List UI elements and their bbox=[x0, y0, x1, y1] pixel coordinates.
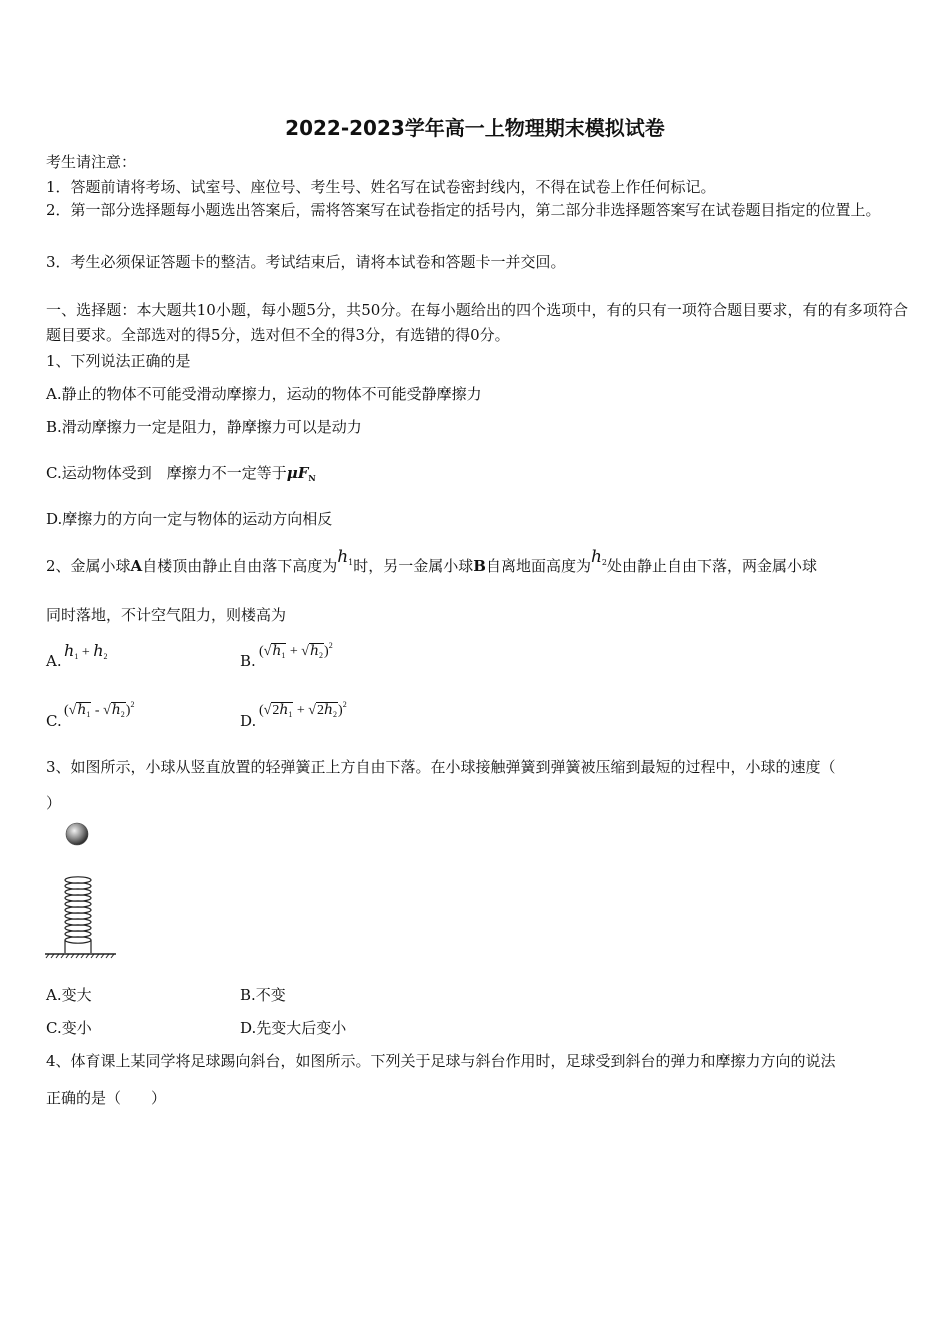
q2-ball-a: A bbox=[130, 557, 143, 575]
ground-icon bbox=[45, 954, 116, 958]
q2-stem-part3: 时，另一金属小球 bbox=[353, 557, 474, 575]
q2-option-a-formula: $h_1 + h_2$ bbox=[64, 641, 108, 661]
q3-stem: 3、如图所示，小球从竖直放置的轻弹簧正上方自由下落。在小球接触弹簧到弹簧被压缩到最短的过程中，小球的速度（ bbox=[46, 758, 836, 776]
q4-stem-line2: 正确的是（ ） bbox=[46, 1089, 167, 1107]
notice-item-2: 2．第一部分选择题每小题选出答案后，需将答案写在试卷指定的括号内，第二部分非选择题答案写在试卷题目指定的位置上。 bbox=[46, 201, 881, 219]
q1-option-a: A.静止的物体不可能受滑动摩擦力，运动的物体不可能受静摩擦力 bbox=[46, 385, 482, 403]
q1-option-b: B.滑动摩擦力一定是阻力，静摩擦力可以是动力 bbox=[46, 418, 362, 436]
q1-option-d: D.摩擦力的方向一定与物体的运动方向相反 bbox=[46, 510, 333, 528]
q2-option-c-label: C. bbox=[46, 712, 62, 730]
q2-option-b-formula: $(√h_1 + √h_2)^2$ bbox=[259, 641, 333, 660]
q1-stem: 1、下列说法正确的是 bbox=[46, 352, 191, 370]
q3-option-c: C.变小 bbox=[46, 1019, 92, 1037]
q2-h2: $h_2$ bbox=[590, 547, 608, 567]
q3-option-d: D.先变大后变小 bbox=[240, 1019, 347, 1037]
q1-option-c-formula: μF bbox=[286, 464, 309, 482]
notice-heading: 考生请注意： bbox=[46, 153, 137, 171]
q2-stem-part1: 2、金属小球 bbox=[46, 557, 131, 575]
q1-option-c bbox=[46, 462, 316, 489]
q4-stem: 4、体育课上某同学将足球踢向斜台，如图所示。下列关于足球与斜台作用时，足球受到斜台的弹力和摩擦力方向的说法 bbox=[46, 1052, 836, 1070]
q1-option-c-text: C.运动物体受到 摩擦力不一定等于 bbox=[46, 464, 287, 482]
q2-stem-line2: 同时落地，不计空气阻力，则楼高为 bbox=[46, 606, 287, 624]
q2-h1: $h_1$ bbox=[337, 547, 354, 567]
q2-option-d-label: D. bbox=[240, 712, 257, 730]
q2-stem-part2: 自楼顶由静止自由落下高度为 bbox=[142, 557, 338, 575]
q2-stem-part4: 自离地面高度为 bbox=[485, 557, 591, 575]
q2-stem bbox=[46, 547, 818, 583]
ball-icon bbox=[66, 823, 88, 845]
q2-ball-b: B bbox=[473, 557, 486, 575]
ball-spring-figure bbox=[42, 820, 122, 962]
q2-option-c-formula: $(√h_1 - √h_2)^2$ bbox=[64, 700, 135, 719]
q2-option-b-label: B. bbox=[240, 652, 256, 670]
q2-option-d-formula: $(√2h_1 + √2h_2)^2$ bbox=[259, 700, 347, 719]
exam-title: 2022-2023学年高一上物理期末模拟试卷 bbox=[285, 116, 665, 140]
q3-stem-line2: ） bbox=[46, 794, 62, 812]
section-heading: 一、选择题：本大题共10小题，每小题5分，共50分。在每小题给出的四个选项中，有的只有一项符合题目要求，有的有多项符合题目要求。全部选对的得5分，选对但不全的得3分，有选错的得0分。 bbox=[46, 301, 908, 344]
q2-stem-part5: 处由静止自由下落，两金属小球 bbox=[607, 557, 818, 575]
q3-option-b: B.不变 bbox=[240, 986, 286, 1004]
q3-option-a: A.变大 bbox=[46, 986, 92, 1004]
spring-icon bbox=[65, 877, 91, 953]
notice-item-1: 1．答题前请将考场、试室号、座位号、考生号、姓名写在试卷密封线内，不得在试卷上作任何标记。 bbox=[46, 178, 716, 196]
notice-item-3: 3．考生必须保证答题卡的整洁。考试结束后，请将本试卷和答题卡一并交回。 bbox=[46, 253, 566, 271]
q1-option-c-subscript: N bbox=[308, 473, 316, 483]
q2-option-a-label: A. bbox=[46, 652, 62, 670]
